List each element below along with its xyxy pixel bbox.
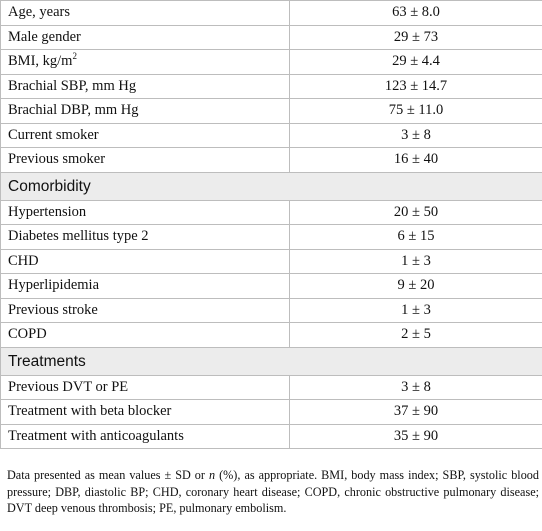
footnote-n-italic: n (208, 468, 216, 482)
bmi-label-text: BMI, kg/m (8, 53, 73, 70)
row-value: 37 ± 90 (290, 400, 542, 425)
row-value: 2 ± 5 (290, 323, 542, 348)
table-row (1, 274, 542, 299)
row-value: 3 ± 8 (290, 123, 542, 148)
table-row (1, 200, 542, 225)
row-label: Diabetes mellitus type 2 (1, 225, 290, 250)
row-label: Age, years (1, 1, 290, 26)
table-row (1, 25, 542, 50)
section-title-treatments: Treatments (1, 347, 542, 375)
row-label: Hypertension (1, 200, 290, 225)
section-header-row (1, 172, 542, 200)
bmi-unit-superscript: 2 (72, 51, 77, 62)
section-title-comorbidity: Comorbidity (1, 172, 542, 200)
row-label: Previous stroke (1, 298, 290, 323)
row-label: Treatment with anticoagulants (1, 424, 290, 449)
row-label: Hyperlipidemia (1, 274, 290, 299)
table-row (1, 424, 542, 449)
row-label: Previous DVT or PE (1, 375, 290, 400)
row-value: 63 ± 8.0 (290, 1, 542, 26)
table-row (1, 400, 542, 425)
table-row (1, 375, 542, 400)
table-row (1, 123, 542, 148)
row-value: 29 ± 73 (290, 25, 542, 50)
row-value: 6 ± 15 (290, 225, 542, 250)
row-value: 16 ± 40 (290, 148, 542, 173)
row-label: Male gender (1, 25, 290, 50)
row-label: CHD (1, 249, 290, 274)
row-value: 1 ± 3 (290, 249, 542, 274)
table-row (1, 148, 542, 173)
row-label: COPD (1, 323, 290, 348)
table-row (1, 225, 542, 250)
row-label-bmi (1, 50, 290, 75)
row-value: 3 ± 8 (290, 375, 542, 400)
row-value: 1 ± 3 (290, 298, 542, 323)
row-label: Brachial DBP, mm Hg (1, 99, 290, 124)
footnote-text-end: (%), as appropriate. BMI, body mass index; SBP, systolic blood pressure; DBP, diastolic BP; CHD, coronary heart disease; COPD, chronic obstructive pulmonary disease; DVT deep venous thrombosis; PE, pulmonary embolism. (7, 468, 539, 516)
row-value: 9 ± 20 (290, 274, 542, 299)
row-label: Previous smoker (1, 148, 290, 173)
table-row (1, 298, 542, 323)
section-header-row (1, 347, 542, 375)
row-value: 20 ± 50 (290, 200, 542, 225)
table-row (1, 323, 542, 348)
row-value: 29 ± 4.4 (290, 50, 542, 75)
row-label: Current smoker (1, 123, 290, 148)
table-row (1, 1, 542, 26)
footnote-text-start: Data presented as mean values ± SD or (7, 468, 209, 482)
row-value: 123 ± 14.7 (290, 74, 542, 99)
table-footnote (7, 467, 539, 517)
table-row (1, 99, 542, 124)
row-value: 35 ± 90 (290, 424, 542, 449)
row-label: Brachial SBP, mm Hg (1, 74, 290, 99)
table-row (1, 50, 542, 75)
row-value: 75 ± 11.0 (290, 99, 542, 124)
table-row (1, 249, 542, 274)
table-row (1, 74, 542, 99)
row-label: Treatment with beta blocker (1, 400, 290, 425)
